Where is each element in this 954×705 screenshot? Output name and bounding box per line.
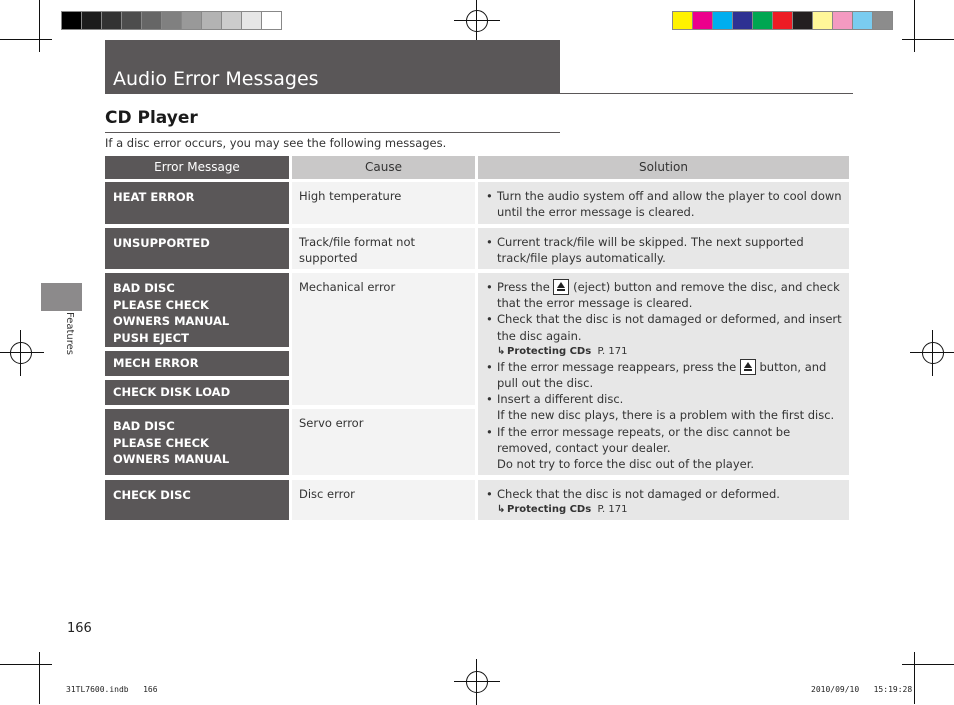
side-tab-marker <box>41 283 82 311</box>
solution-bullet: • Current track/file will be skipped. The next supported track/file plays automatically. <box>486 234 843 266</box>
error-line: OWNERS MANUAL <box>113 314 230 328</box>
solution-bullet: • If the error message repeats, or the disc cannot be removed, contact your dealer. <box>486 424 843 456</box>
header-error-message: Error Message <box>105 156 289 179</box>
cross-reference <box>486 344 843 359</box>
registration-mark-icon <box>918 338 948 368</box>
solution-bullet <box>486 359 843 391</box>
registration-mark-icon <box>462 667 492 697</box>
footer-timestamp: 2010/09/10 15:19:28 <box>811 685 913 694</box>
eject-button-icon <box>740 359 756 375</box>
cause-disc-error: Disc error <box>292 480 475 520</box>
text: Press the <box>497 280 550 294</box>
page-title: Audio Error Messages <box>113 68 319 90</box>
cause-high-temperature: High temperature <box>292 182 475 224</box>
crop-mark <box>914 652 915 704</box>
section-rule <box>105 132 560 133</box>
text: button, and pull out the disc. <box>497 359 827 391</box>
error-check-disk-load: CHECK DISK LOAD <box>105 380 289 405</box>
crop-mark <box>902 664 954 665</box>
crop-mark <box>914 0 915 52</box>
error-line: BAD DISC <box>113 419 175 433</box>
cause-format-not-supported: Track/file format not supported <box>292 228 475 269</box>
solution-unsupported <box>478 228 849 269</box>
footer-file-info: 31TL7600.indb 166 <box>66 685 158 694</box>
text: If the error message reappears, press the <box>497 359 737 374</box>
ref-link[interactable]: Protecting CDs <box>507 345 592 357</box>
solution-disc-errors <box>478 273 849 475</box>
reference-arrow-icon: ↳ <box>497 504 506 516</box>
solution-bullet: • Check that the disc is not damaged or deformed, and insert the disc again. <box>486 311 843 343</box>
side-tab-label: Features <box>64 312 75 355</box>
title-rule <box>105 93 853 94</box>
error-bad-disc-servo <box>105 409 289 475</box>
solution-bullet: • Insert a different disc. <box>486 391 843 407</box>
intro-text: If a disc error occurs, you may see the following messages. <box>105 136 447 150</box>
crop-mark <box>39 652 40 704</box>
crop-mark <box>39 0 40 52</box>
ref-page: P. 171 <box>597 504 628 516</box>
registration-mark-icon <box>6 338 36 368</box>
page-number: 166 <box>67 621 92 636</box>
error-check-disc: CHECK DISC <box>105 480 289 520</box>
ref-link[interactable]: Protecting CDs <box>507 504 592 516</box>
eject-button-icon <box>553 279 569 295</box>
cause-mechanical-error: Mechanical error <box>292 273 475 405</box>
cross-reference <box>486 502 843 517</box>
ref-page: P. 171 <box>597 345 628 357</box>
solution-continuation: If the new disc plays, there is a problem with the first disc. <box>497 408 835 423</box>
error-heat-error: HEAT ERROR <box>105 182 289 224</box>
solution-check-disc <box>478 480 849 520</box>
cause-servo-error: Servo error <box>292 409 475 475</box>
error-line: BAD DISC <box>113 281 175 295</box>
error-line: PLEASE CHECK <box>113 297 209 312</box>
text: (eject) button and remove the disc, and check that the error message is cleared. <box>497 280 840 311</box>
error-line: PUSH EJECT <box>113 330 189 345</box>
crop-mark <box>0 39 52 40</box>
header-solution: Solution <box>478 156 849 179</box>
error-line: OWNERS MANUAL <box>113 452 230 466</box>
crop-mark <box>902 39 954 40</box>
error-mech-error: MECH ERROR <box>105 351 289 376</box>
error-line: PLEASE CHECK <box>113 435 209 450</box>
solution-bullet: • Turn the audio system off and allow the player to cool down until the error message is cleared. <box>486 188 843 220</box>
solution-bullet: • Check that the disc is not damaged or deformed. <box>486 486 843 502</box>
solution-heat-error <box>478 182 849 224</box>
error-bad-disc-push-eject <box>105 273 289 347</box>
header-cause: Cause <box>292 156 475 179</box>
registration-mark-icon <box>462 6 492 36</box>
solution-continuation: Do not try to force the disc out of the player. <box>497 457 755 472</box>
crop-mark <box>0 664 52 665</box>
title-banner <box>105 40 560 93</box>
section-heading: CD Player <box>105 108 198 128</box>
error-unsupported: UNSUPPORTED <box>105 228 289 269</box>
solution-bullet <box>486 279 843 311</box>
reference-arrow-icon: ↳ <box>497 345 506 357</box>
